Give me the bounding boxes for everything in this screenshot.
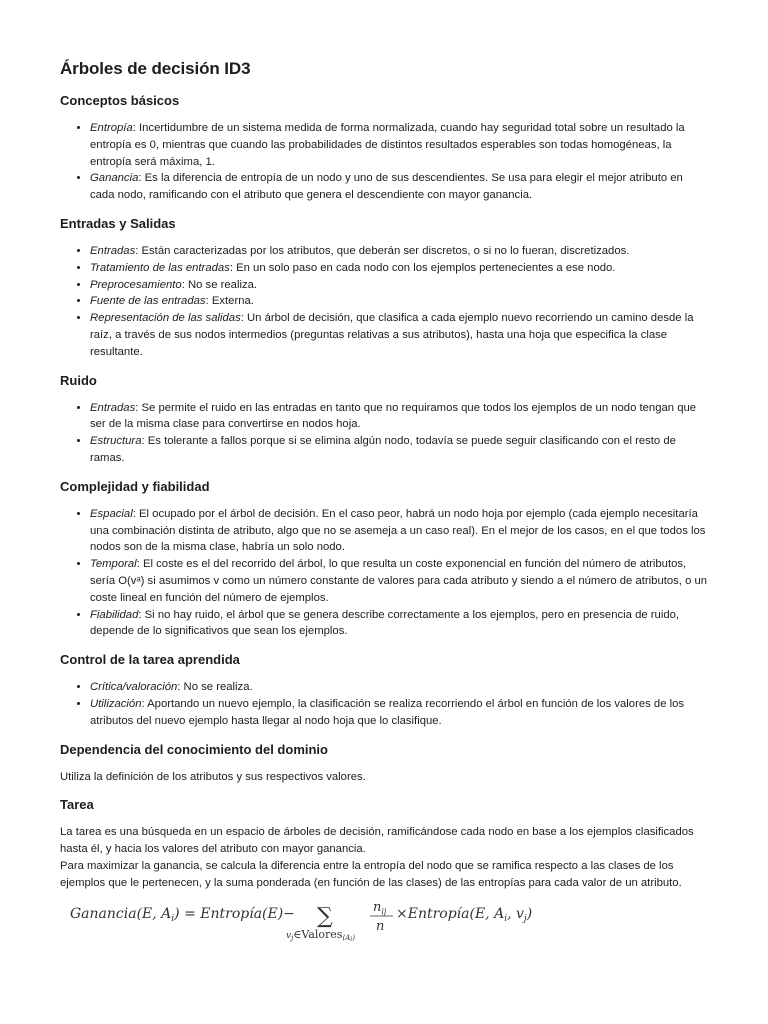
bullet-list: [60, 120, 708, 204]
item-text: : Un árbol de decisión, que clasifica a cada ejemplo nuevo recorriendo un camino desde la raíz, a través de sus nodos intermedios (preguntas relativas a sus atributos), hasta una hoja que especifica la clase resultante.: [90, 312, 694, 358]
list-item: [90, 120, 708, 170]
sections-container: [60, 93, 708, 730]
item-term: Entradas: [90, 244, 136, 257]
list-item: [90, 506, 708, 556]
gain-formula: [60, 896, 533, 946]
item-term: Fuente de las entradas: [90, 295, 206, 308]
item-text: : No se realiza.: [177, 681, 253, 694]
section-block: [60, 652, 708, 729]
formula-lhs: Ganancia(E, $A_i$) = Entropía(E)−: [70, 905, 295, 924]
item-term: Representación de las salidas: [90, 312, 241, 325]
bullet-list: [60, 243, 708, 361]
item-term: Espacial: [90, 507, 133, 520]
item-text: : No se realiza.: [181, 278, 258, 291]
item-text: : Externa.: [205, 295, 254, 308]
section-block: [60, 373, 708, 467]
formula-rhs: ×Entropía(E, $A_i$, $v_j$): [396, 905, 533, 924]
section-dependencia: [60, 742, 708, 786]
list-item: [90, 260, 708, 277]
section-heading: Entradas y Salidas: [60, 215, 176, 231]
list-item: [90, 170, 708, 204]
section-heading: Control de la tarea aprendida: [60, 652, 240, 668]
item-term: Estructura: [90, 435, 142, 448]
section-block: [60, 93, 708, 204]
tarea-paragraph-1: La tarea es una búsqueda en un espacio de árboles de decisión, ramificándose cada nodo en base a los ejemplos clasificados hasta él, y hacia los valores del atributo con mayor ganancia.: [60, 826, 694, 856]
formula-frac-denominator: n: [376, 918, 385, 934]
list-item: [90, 433, 708, 467]
list-item: [90, 310, 708, 360]
section-heading: Tarea: [60, 797, 94, 813]
item-text: : Incertidumbre de un sistema medida de forma normalizada, cuando hay seguridad total sobre un resultado la entropía es 0, mientras que cuando las probabilidades de distintos resultados esperables son todas homogéneas, la entropía será máxima, 1.: [90, 122, 685, 168]
list-item: [90, 400, 708, 434]
section-block: [60, 479, 708, 640]
list-item: [90, 607, 708, 641]
bullet-list: [60, 506, 708, 640]
item-term: Crítica/valoración: [90, 681, 178, 694]
formula-sum-symbol: ∑: [317, 903, 333, 929]
list-item: [90, 293, 708, 310]
section-heading: Conceptos básicos: [60, 93, 180, 108]
page-title: Árboles de decisión ID3: [60, 59, 251, 78]
list-item: [90, 696, 708, 730]
item-term: Tratamiento de las entradas: [90, 261, 230, 274]
list-item: [90, 679, 708, 696]
list-item: [90, 243, 708, 260]
formula-frac-numerator: $n_{ij}$: [373, 899, 387, 916]
item-term: Entradas: [90, 401, 136, 414]
section-block: [60, 216, 708, 361]
list-item: [90, 556, 708, 606]
section-heading: Complejidad y fiabilidad: [60, 478, 210, 494]
item-text: : El ocupado por el árbol de decisión. En el caso peor, habrá un nodo hoja por ejemplo (cada ejemplo necesitaría una combinación distinta de atributo, algo que no se asemeja a un caso real). En el mejor de los casos, en el que todos los nodos son de la misma clase, habría un solo nodo.: [90, 507, 706, 554]
bullet-list: [60, 679, 708, 729]
item-text: : Si no hay ruido, el árbol que se genera describe correctamente a los ejemplos, pero en presencia de ruido, depende de lo significativos que sean los ejemplos.: [90, 608, 680, 638]
item-text: : El coste es el del recorrido del árbol, lo que resulta un coste exponencial en función del número de atributos, sería O(vᵃ) si asumimos v como un número constante de valores para cada atributo y siendo a el número de atributos, o un coste lineal en función del número de ejemplos.: [90, 558, 708, 604]
item-text: : Se permite el ruido en las entradas en tanto que no requiramos que todos los ejemplos de un nodo tengan que ser de la misma clase para convertirse en nodos hoja.: [90, 401, 697, 431]
gain-formula-svg: [60, 896, 540, 948]
section-tarea: [60, 797, 708, 891]
item-text: : Están caracterizadas por los atributos, que deberán ser discretos, o si no lo fueran, discretizados.: [135, 244, 630, 257]
item-term: Fiabilidad: [90, 608, 139, 621]
item-text: : Es la diferencia de entropía de un nodo y uno de sus descendientes. Se usa para elegir el mejor atributo en cada nodo, ramificando con el atributo que genera el descendiente con mayor ganancia.: [90, 172, 683, 202]
item-term: Ganancia: [90, 172, 139, 185]
tarea-paragraph-2: Para maximizar la ganancia, se calcula la diferencia entre la entropía del nodo que se ramifica respecto a las clases de los ejemplos que le pertenecen, y la suma ponderada (en función de las clases) de las entropías para cada valor de un atributo.: [60, 859, 682, 889]
formula-sum-index: $v_j\in Valores_{(A}i$): [286, 927, 355, 943]
item-term: Entropía: [90, 122, 133, 134]
item-text: : En un solo paso en cada nodo con los ejemplos pertenecientes a ese nodo.: [229, 261, 616, 274]
item-term: Utilización: [90, 697, 142, 710]
section-heading: Ruido: [60, 372, 97, 388]
item-text: : Aportando un nuevo ejemplo, la clasificación se realiza recorriendo el árbol en función de los valores de los atributos del nuevo ejemplo hasta llegar al nodo hoja que lo clasifique.: [90, 697, 685, 727]
section-heading: Dependencia del conocimiento del dominio: [60, 741, 328, 757]
item-text: : Es tolerante a fallos porque si se elimina algún nodo, todavía se puede seguir clasificando con el resto de ramas.: [90, 435, 676, 464]
item-term: Temporal: [90, 558, 137, 571]
section-paragraph: Utiliza la definición de los atributos y sus respectivos valores.: [60, 770, 366, 783]
list-item: [90, 277, 708, 294]
bullet-list: [60, 400, 708, 467]
item-term: Preprocesamiento: [90, 278, 182, 291]
